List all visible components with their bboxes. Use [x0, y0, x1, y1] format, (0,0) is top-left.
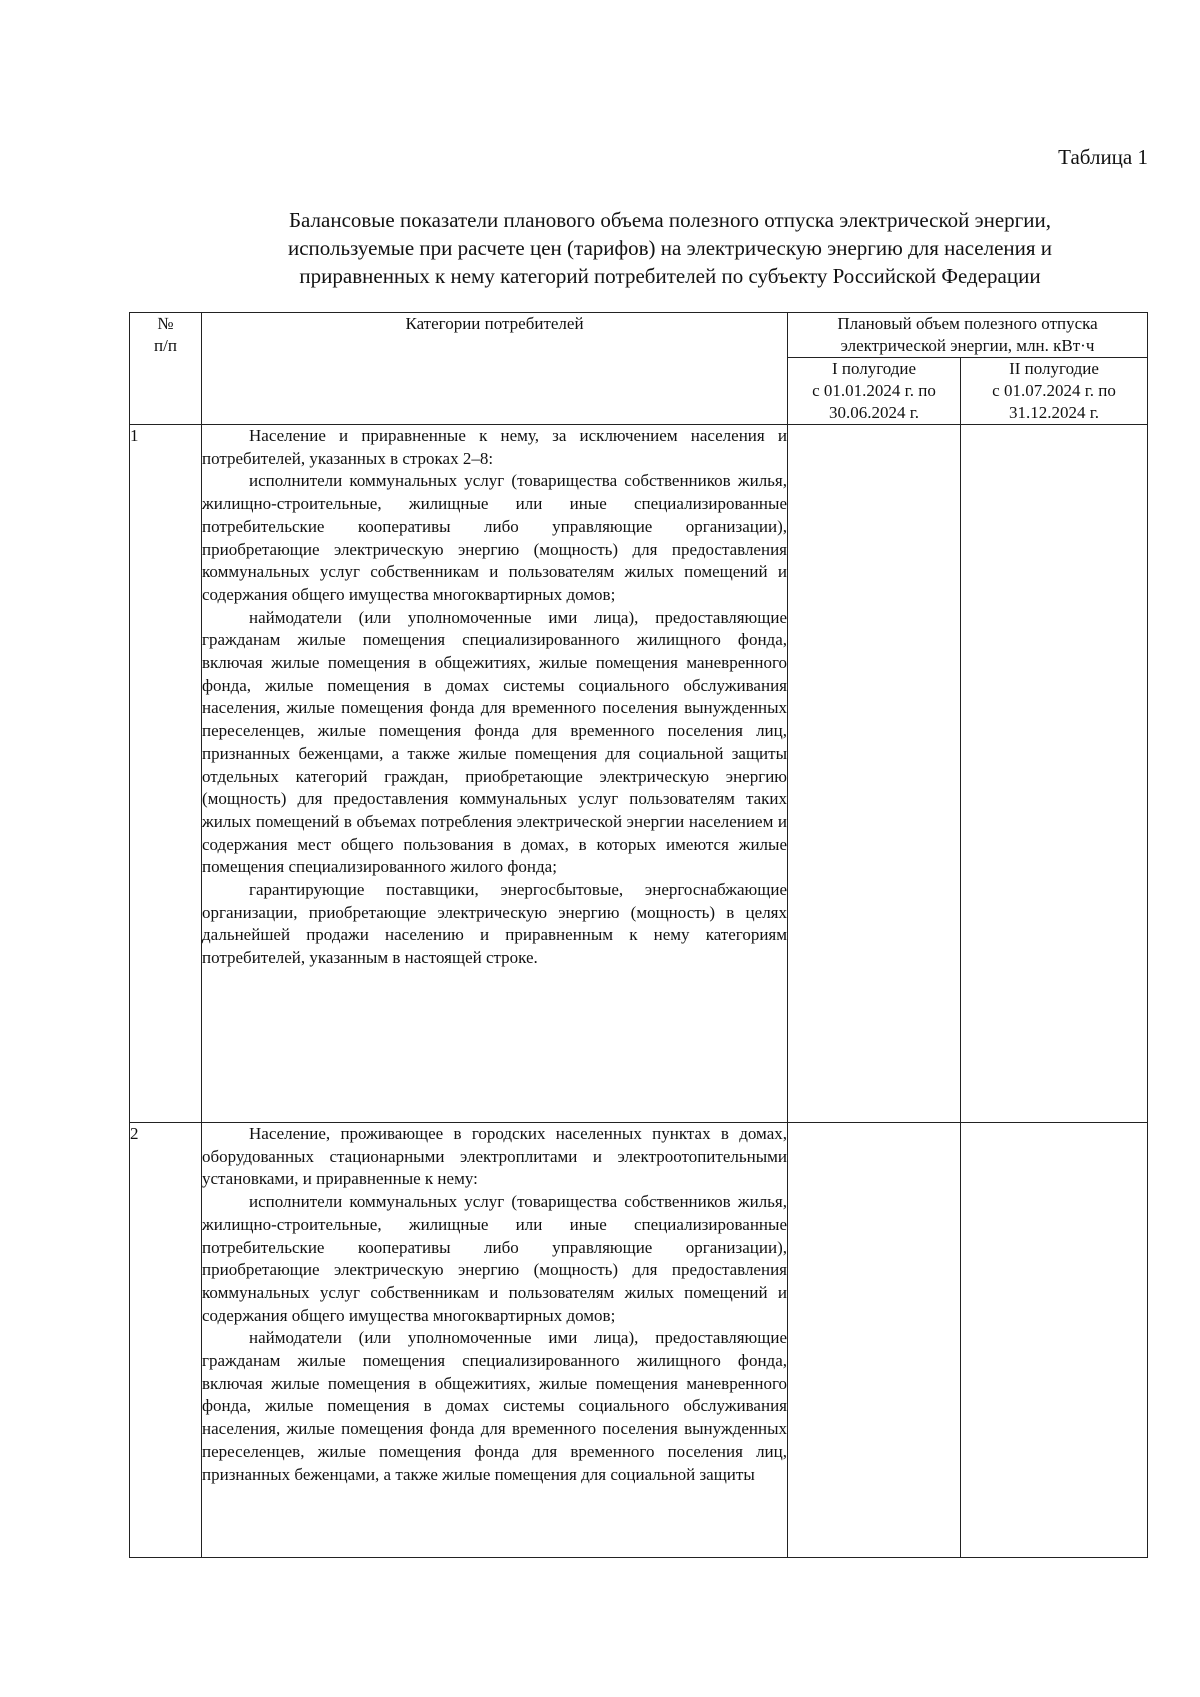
- category-paragraph: исполнители коммунальных услуг (товарищества собственников жилья, жилищно-строительные, жилищные или иные специализированные потребительские кооперативы либо управляющие организации), приобретающие электрическую энергию (мощность) для предоставления коммунальных услуг собственникам и пользователям жилых помещений и содержания общего имущества многоквартирных домов;: [202, 471, 787, 604]
- category-paragraph: наймодатели (или уполномоченные ими лица), предоставляющие гражданам жилые помещения специализированного жилищного фонда, включая жилые помещения в общежитиях, жилые помещения маневренного фонда, жилые помещения в домах системы социального обслуживания населения, жилые помещения фонда для временного поселения вынужденных переселенцев, жилые помещения фонда для временного поселения лиц, признанных беженцами, а также жилые помещения для социальной защиты: [202, 1328, 787, 1484]
- category-paragraph: исполнители коммунальных услуг (товарищества собственников жилья, жилищно-строительные, жилищные или иные специализированные потребительские кооперативы либо управляющие организации), приобретающие электрическую энергию (мощность) для предоставления коммунальных услуг собственникам и пользователям жилых помещений и содержания общего имущества многоквартирных домов;: [202, 1192, 787, 1325]
- value-first-half: [788, 425, 961, 1123]
- document-title: [200, 206, 1140, 290]
- header-first-half-line: 30.06.2024 г.: [828, 403, 920, 422]
- balance-table: [129, 312, 1148, 1558]
- header-row: [130, 313, 1148, 358]
- header-second-half-line: 31.12.2024 г.: [1008, 403, 1100, 422]
- value-second-half: [961, 425, 1148, 1123]
- title-line: Балансовые показатели планового объема полезного отпуска электрической энергии,: [288, 208, 1052, 232]
- table-number-label: Таблица 1: [1058, 145, 1148, 169]
- value-second-half: [961, 1123, 1148, 1558]
- row-category: [202, 1123, 788, 1558]
- header-planned-volume: [788, 313, 1148, 358]
- header-planned-volume-line: Плановый объем полезного отпуска: [837, 314, 1098, 333]
- header-first-half-line: с 01.01.2024 г. по: [812, 381, 936, 400]
- title-line: используемые при расчете цен (тарифов) на электрическую энергию для населения и: [287, 236, 1053, 260]
- header-number-line: п/п: [154, 336, 177, 355]
- title-line: приравненных к нему категорий потребителей по субъекту Российской Федерации: [299, 264, 1041, 288]
- category-paragraph: Население и приравненные к нему, за исключением населения и потребителей, указанных в строках 2–8:: [202, 426, 787, 468]
- row-number: 2: [130, 1123, 202, 1558]
- row-number: 1: [130, 425, 202, 1123]
- header-second-half-line: с 01.07.2024 г. по: [992, 381, 1116, 400]
- header-first-half-line: I полугодие: [831, 359, 917, 378]
- table-row: [130, 1123, 1148, 1558]
- header-number-line: №: [157, 314, 174, 333]
- row-category: [202, 425, 788, 1123]
- category-paragraph: наймодатели (или уполномоченные ими лица), предоставляющие гражданам жилые помещения специализированного жилищного фонда, включая жилые помещения в общежитиях, жилые помещения маневренного фонда, жилые помещения в домах системы социального обслуживания населения, жилые помещения фонда для временного поселения вынужденных переселенцев, жилые помещения фонда для временного поселения лиц, признанных беженцами, а также жилые помещения для социальной защиты отдельных категорий граждан, приобретающие электрическую энергию (мощность) для предоставления коммунальных услуг пользователям таких жилых помещений в объемах потребления электрической энергии населением и содержания мест общего пользования в домах, в которых имеются жилые помещения специализированного жилого фонда;: [202, 607, 787, 877]
- table-row: [130, 425, 1148, 1123]
- header-second-half-line: II полугодие: [1009, 359, 1099, 378]
- category-paragraph: Население, проживающее в городских населенных пунктах в домах, оборудованных стационарными электроплитами и электроотопительными установками, и приравненные к нему:: [202, 1124, 787, 1189]
- header-category: Категории потребителей: [202, 313, 788, 425]
- header-planned-volume-line: электрической энергии, млн. кВт·ч: [840, 336, 1095, 355]
- header-second-half: [961, 358, 1148, 425]
- header-number: [130, 313, 202, 425]
- value-first-half: [788, 1123, 961, 1558]
- header-first-half: [788, 358, 961, 425]
- category-paragraph: гарантирующие поставщики, энергосбытовые, энергоснабжающие организации, приобретающие электрическую энергию (мощность) в целях дальнейшей продажи населению и приравненным к нему категориям потребителей, указанным в настоящей строке.: [202, 880, 787, 968]
